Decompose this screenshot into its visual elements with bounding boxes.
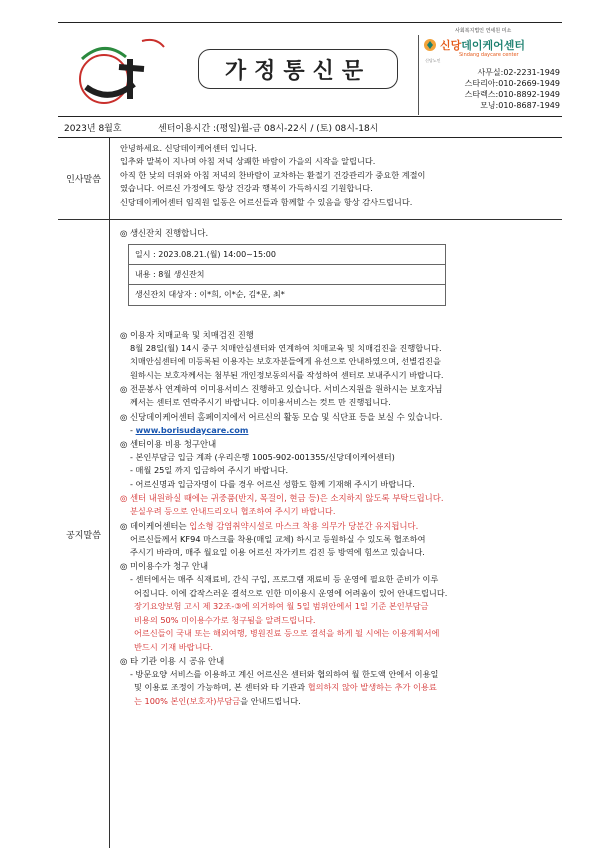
- junggu-logo: [64, 29, 174, 111]
- mask-line: 주시기 바라며, 매주 월요일 이용 어르신 자가키트 검진 등 방역에 힘쓰고 있습니다.: [130, 547, 425, 558]
- center-sub: Sindang daycare center: [459, 52, 519, 58]
- birthday-title: ◎ 생신잔치 진행합니다.: [120, 228, 209, 238]
- other-facility-text: 을 안내드립니다.: [240, 695, 301, 706]
- absence-red-line: 반드시 기재 바랍니다.: [134, 641, 213, 652]
- spacer: [120, 312, 554, 328]
- homepage-title: ◎ 신당데이케어센터 홈페이지에서 어르신의 활동 모습 및 식단표 등을 보실 수 있습니다.: [120, 411, 443, 422]
- billing-line: - 본인부담금 입금 계좌 (우리은행 1005-902-001355/신당데이케어센터): [130, 452, 395, 463]
- billing-title: ◎ 센터이용 비용 청구안내: [120, 439, 217, 450]
- dementia-line: 8월 28일(월) 14시 중구 치매안심센터와 연계하여 치매교육 및 치매검진을 진행합니다.: [130, 343, 442, 353]
- absence-line: - 센터에서는 매주 식재료비, 간식 구입, 프로그램 재료비 등 운영에 필요한 준비가 이루: [130, 574, 439, 585]
- absence-red-line: 장기요양보험 고시 제 32조-③에 의거하여 월 5일 범위안에서 1일 기준 본인부담금: [134, 601, 429, 612]
- beauty-line: 께서는 센터로 연락주시기 바랍니다. 이미용서비스는 컷트 만 진행됩니다.: [130, 397, 391, 408]
- junggu-logo-icon: [64, 29, 174, 111]
- notice-label: 공지말씀: [58, 220, 110, 848]
- other-facility-line: [120, 695, 554, 708]
- birthday-event-box: [128, 244, 446, 306]
- operating-hours: 센터이용시간 :(평일)월-금 08시-22시 / (토) 08시-18시: [158, 123, 379, 134]
- org-line: 사회복지법인 연세원 미소: [455, 28, 512, 34]
- homepage-link[interactable]: www.borisudaycare.com: [135, 424, 249, 435]
- greeting-label: 인사말씀: [58, 138, 110, 219]
- event-date: 일시 : 2023.08.21.(월) 14:00~15:00: [129, 245, 445, 265]
- info-line: [58, 117, 562, 138]
- center-name: [440, 37, 525, 53]
- valuables-title: ◎ 센터 내원하실 때에는 귀중품(반지, 목걸이, 현금 등)은 소지하지 않도록 부탁드립니다.: [120, 493, 444, 504]
- notice-row: [58, 220, 562, 848]
- notice-content: [110, 220, 562, 848]
- badge-caption: 신당노인: [425, 58, 441, 63]
- mask-prefix: ◎ 데이케어센터는: [120, 520, 190, 531]
- beauty-title: ◎ 전문봉사 연계하여 이미용서비스 진행하고 있습니다. 서비스지원을 원하시는 보호자님: [120, 384, 443, 395]
- mask-red-text: 입소형 감염취약시설로 마스크 착용 의무가 당분간 유지됩니다.: [189, 520, 419, 531]
- event-content: 내용 : 8월 생신잔치: [129, 265, 445, 285]
- absence-title: ◎ 미이용수가 청구 안내: [120, 561, 209, 572]
- other-facility-line: - 방문요양 서비스를 이용하고 계신 어르신은 센터와 협의하여 월 한도액 안에서 이용일: [130, 668, 439, 679]
- valuables-line: 분실우려 등으로 안내드리오니 협조하여 주시기 바랍니다.: [130, 506, 336, 517]
- contact-morning: 모닝:010-8687-1949: [480, 101, 560, 110]
- billing-line: - 어르신명과 입금자명이 다를 경우 어르신 성함도 함께 기재해 주시기 바랍니다.: [130, 478, 415, 489]
- center-name-prefix: 신당: [440, 39, 462, 52]
- greeting-line: 입추와 말복이 지나며 아침 저녁 상쾌한 바람이 가을의 시작을 알립니다.: [120, 156, 376, 167]
- center-logo: [423, 37, 560, 53]
- greeting-line: 안녕하세요. 신당데이케어센터 입니다.: [120, 143, 257, 153]
- link-prefix: -: [130, 424, 136, 435]
- other-facility-red-text: 협의하지 않아 발생하는 추가 이용료: [307, 682, 437, 693]
- issue-date: 2023년 8월호: [64, 123, 122, 134]
- other-facility-text: 및 이용료 조정이 가능하며, 본 센터와 타 기관과: [134, 682, 308, 693]
- contact-list: [423, 67, 560, 111]
- absence-red-line: 어르신들이 국내 또는 해외여행, 병원진료 등으로 결석을 하게 될 시에는 이용계획서에: [134, 628, 440, 639]
- greeting-line: 신당데이케어센터 임직원 일동은 어르신들과 함께할 수 있음을 항상 감사드립니다.: [120, 196, 413, 207]
- dementia-line: 치매안심센터에 미등록된 이용자는 보호자분들에게 유선으로 안내하였으며, 선별검진을: [130, 356, 441, 367]
- greeting-content: [110, 138, 562, 219]
- contact-starex: 스타렉스:010-8892-1949: [464, 90, 560, 99]
- mask-line: 어르신들께서 KF94 마스크를 착용(매일 교체) 하시고 등원하실 수 있도록 협조하여: [130, 533, 426, 544]
- other-facility-title: ◎ 타 기관 이용 시 공유 안내: [120, 655, 225, 666]
- dementia-title: ◎ 이용자 치매교육 및 치매검진 진행: [120, 330, 254, 340]
- contact-staria: 스타리아:010-2669-1949: [464, 79, 560, 88]
- billing-line: - 매월 25일 까지 입금하여 주시기 바랍니다.: [130, 465, 289, 476]
- other-facility-line: [120, 681, 554, 694]
- homepage-link-line: [120, 424, 554, 437]
- mask-title: [120, 519, 554, 533]
- newsletter-sheet: [58, 22, 562, 848]
- greeting-row: [58, 138, 562, 220]
- greeting-line: 였습니다. 어르신 가정에도 항상 건강과 행복이 가득하시길 기원합니다.: [120, 183, 373, 194]
- title-box: [198, 49, 398, 89]
- absence-red-line: 비용의 50% 미이용수가로 청구됨을 알려드립니다.: [134, 614, 316, 625]
- page-title: 가정통신문: [224, 58, 372, 84]
- greeting-line: 아직 한 낮의 더위와 아침 저녁의 찬바람이 교차하는 환절기 건강관리가 중요한 계절이: [120, 169, 426, 180]
- center-name-suffix: 데이케어센터: [461, 39, 526, 52]
- center-badge-icon: [423, 38, 437, 52]
- absence-line: 어집니다. 이에 갑작스러운 결석으로 인한 미이용시 운영에 어려움이 있어 안내드립니다.: [134, 587, 448, 598]
- header: [58, 22, 562, 117]
- center-info: [418, 28, 560, 115]
- other-facility-red-text: 는 100% 본인(보호자)부담금: [134, 695, 241, 706]
- dementia-line: 원하시는 보호자께서는 첨부된 개인정보동의서를 작성하여 센터로 보내주시기 바랍니다.: [130, 369, 444, 380]
- contact-office: 사무실:02-2231-1949: [477, 68, 560, 77]
- event-targets: 생신잔치 대상자 : 이*희, 이*순, 김*문, 최*: [135, 290, 285, 299]
